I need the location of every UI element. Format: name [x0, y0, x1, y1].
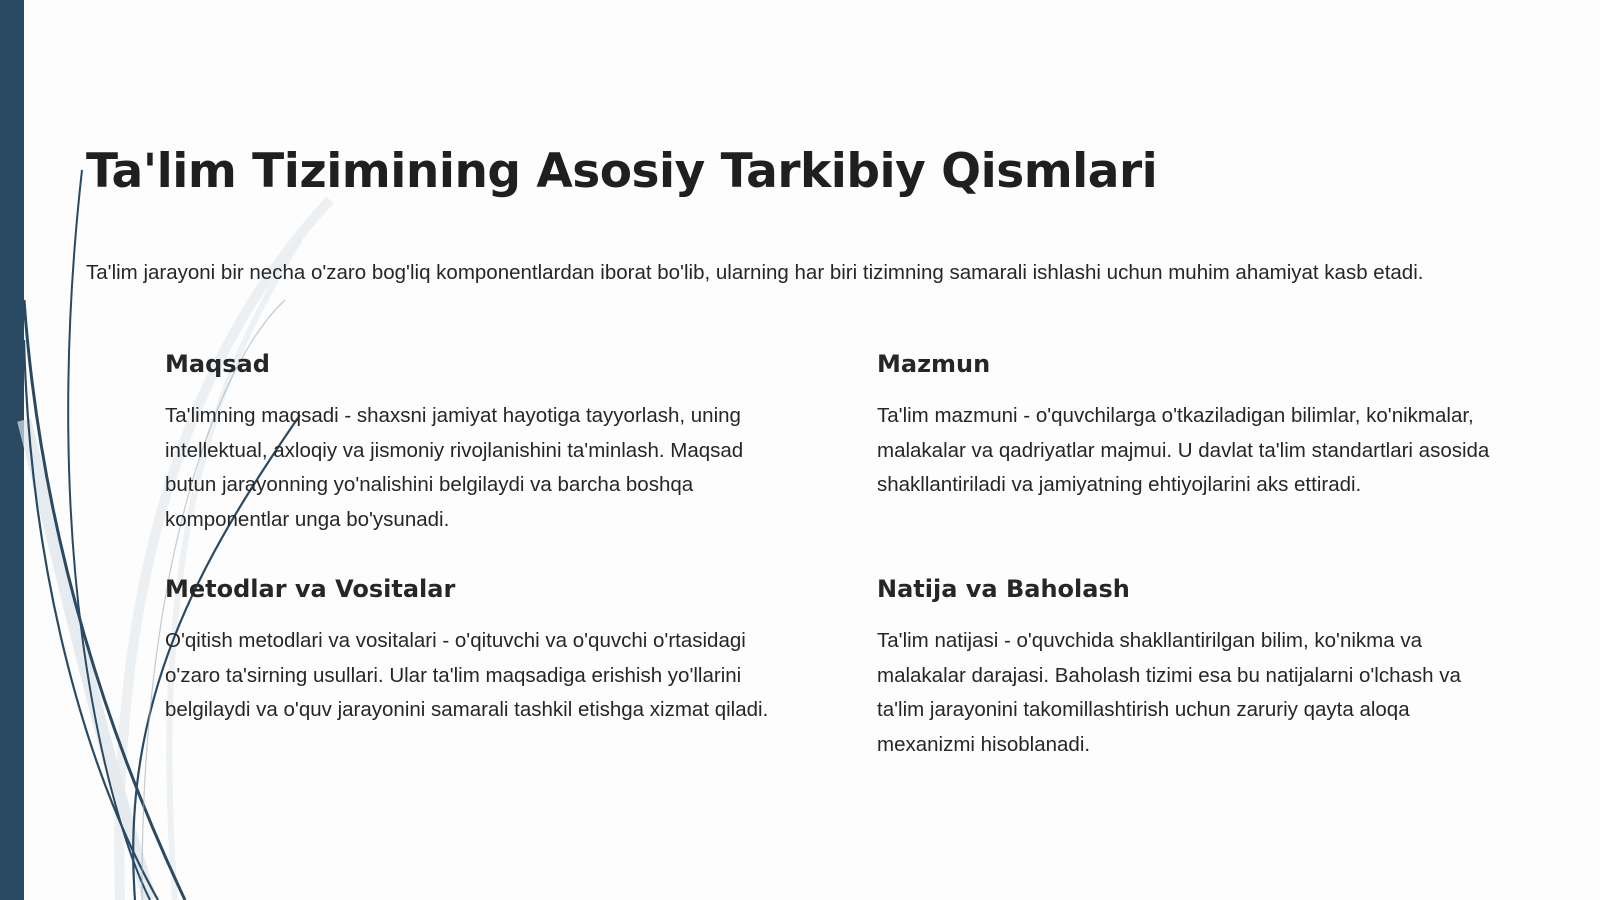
card-text: Ta'lim natijasi - o'quvchida shakllantirilgan bilim, ko'nikma va malakalar darajasi. Baholash tizimi esa bu natijalarni o'lchash va ta'lim jarayonini takomillashtirish uchun zaruriy qayta aloqa mexanizmi hisoblanadi. — [877, 629, 1461, 756]
left-accent-bar — [0, 0, 24, 900]
card-heading: Mazmun — [877, 350, 991, 378]
card-text: O'qitish metodlari va vositalari - o'qituvchi va o'quvchi o'rtasidagi o'zaro ta'sirning usullari. Ular ta'lim maqsadiga erishish yo'llarini belgilaydi va o'quv jarayonini samarali tashkil etishga xizmat qiladi. — [165, 629, 769, 721]
card-maqsad — [165, 349, 785, 537]
card-mazmun — [877, 349, 1497, 503]
card-text: Ta'limning maqsadi - shaxsni jamiyat hayotiga tayyorlash, uning intellektual, axloqiy va jismoniy rivojlanishini ta'minlash. Maqsad butun jarayonning yo'nalishini belgilaydi va barcha boshqa komponentlar unga bo'ysunadi. — [165, 404, 744, 531]
card-heading: Metodlar va Vositalar — [165, 575, 456, 603]
card-heading: Natija va Baholash — [877, 575, 1130, 603]
card-natija-va-baholash — [877, 574, 1497, 762]
card-metodlar-va-vositalar — [165, 574, 785, 728]
intro-paragraph: Ta'lim jarayoni bir necha o'zaro bog'liq komponentlardan iborat bo'lib, ularning har biri tizimning samarali ishlashi uchun muhim ahamiyat kasb etadi. — [86, 261, 1424, 284]
slide-title: Ta'lim Tizimining Asosiy Tarkibiy Qismlari — [86, 144, 1158, 199]
card-text: Ta'lim mazmuni - o'quvchilarga o'tkaziladigan bilimlar, ko'nikmalar, malakalar va qadriyatlar majmui. U davlat ta'lim standartlari asosida shakllantiriladi va jamiyatning ehtiyojlarini aks ettiradi. — [877, 404, 1490, 496]
card-heading: Maqsad — [165, 350, 270, 378]
